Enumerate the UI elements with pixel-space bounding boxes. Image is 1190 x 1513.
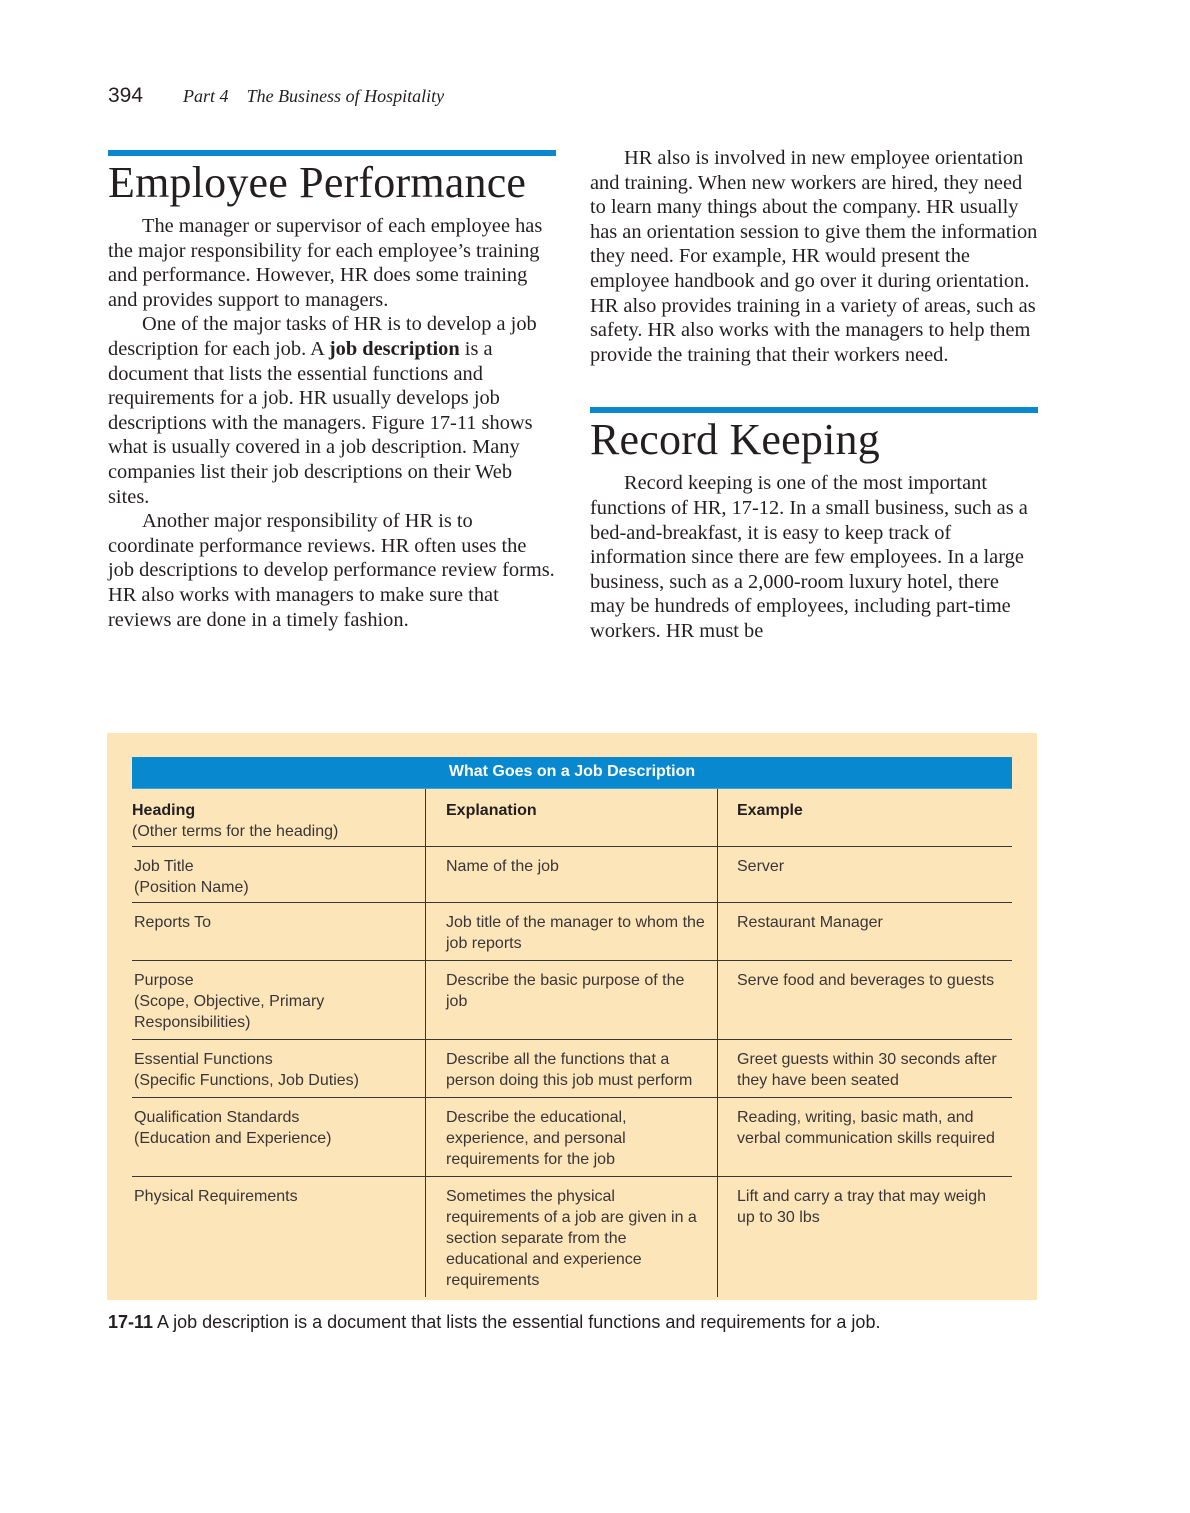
cell-heading [132, 1177, 425, 1297]
table-row [132, 1098, 1012, 1177]
cell-heading [132, 847, 425, 902]
table-row [132, 1177, 1012, 1297]
row-heading: Reports To [134, 914, 212, 931]
row-heading: Purpose [134, 972, 194, 989]
job-description-table [132, 757, 1012, 1297]
header-label: Example [737, 802, 803, 819]
paragraph-text: One of the major tasks of HR is to develop a job description for each job. A [108, 313, 537, 360]
row-heading-sub: (Position Name) [134, 879, 249, 896]
table-row [132, 1040, 1012, 1098]
paragraph: Record keeping is one of the most important functions of HR, 17-12. In a small business, such as a bed-and-breakfast, it is easy to keep track of information since there are few employees. In a large business, such as a 2,000-room luxury hotel, there may be hundreds of employees, including part-time workers. HR must be [590, 472, 1028, 642]
figure-17-11 [107, 733, 1037, 1300]
row-heading-sub: (Specific Functions, Job Duties) [134, 1072, 359, 1089]
table-row [132, 961, 1012, 1040]
left-column [108, 150, 556, 632]
header-sublabel: (Other terms for the heading) [132, 823, 339, 840]
cell-explanation: Sometimes the physical requirements of a job are given in a section separate from the educational and experience requirements [425, 1177, 717, 1297]
paragraph [108, 312, 556, 509]
cell-example: Restaurant Manager [717, 903, 1012, 960]
page-number: 394 [108, 84, 144, 107]
cell-example: Greet guests within 30 seconds after they have been seated [717, 1040, 1012, 1097]
header-cell-heading [132, 789, 425, 846]
header-label: Heading [132, 802, 196, 819]
table-row [132, 847, 1012, 903]
record-keeping-section [590, 407, 1038, 643]
figure-caption [108, 1312, 880, 1333]
row-heading: Job Title [134, 858, 194, 875]
header-cell-explanation [425, 789, 717, 846]
cell-explanation: Name of the job [425, 847, 717, 902]
paragraph: The manager or supervisor of each employee has the major responsibility for each employee’s training and performance. However, HR does some training and provides support to managers. [108, 215, 543, 311]
right-column [590, 146, 1038, 644]
section-rule [590, 407, 1038, 413]
row-heading: Essential Functions [134, 1051, 273, 1068]
cell-example: Lift and carry a tray that may weigh up to 30 lbs [717, 1177, 1012, 1297]
part-title: The Business of Hospitality [246, 86, 445, 106]
cell-heading [132, 961, 425, 1039]
table-row [132, 903, 1012, 961]
row-heading-sub: (Scope, Objective, Primary Responsibilities) [134, 993, 325, 1031]
caption-text: A job description is a document that lists the essential functions and requirements for a job. [153, 1312, 881, 1332]
table-header-row [132, 789, 1012, 847]
cell-explanation: Describe the educational, experience, and personal requirements for the job [425, 1098, 717, 1176]
row-heading-sub: (Education and Experience) [134, 1130, 332, 1147]
part-label: Part 4 [183, 86, 229, 106]
row-heading: Qualification Standards [134, 1109, 300, 1126]
paragraph: HR also is involved in new employee orientation and training. When new workers are hired, they need to learn many things about the company. HR usually has an orientation session to give them the information they need. For example, HR would present the employee handbook and go over it during orientation. HR also provides training in a variety of areas, such as safety. HR also works with the managers to help them provide the training that their workers need. [590, 147, 1038, 366]
key-term: job description [328, 337, 460, 360]
cell-heading [132, 1098, 425, 1176]
section-title-record-keeping: Record Keeping [590, 415, 880, 465]
section-title-employee-performance: Employee Performance [108, 158, 527, 207]
header-cell-example [717, 789, 1012, 846]
row-heading: Physical Requirements [134, 1188, 298, 1205]
figure-number: 17-11 [108, 1312, 154, 1332]
table-title-banner: What Goes on a Job Description [132, 757, 1012, 789]
cell-explanation: Describe all the functions that a person doing this job must perform [425, 1040, 717, 1097]
header-label: Explanation [446, 802, 537, 819]
cell-explanation: Job title of the manager to whom the job reports [425, 903, 717, 960]
section-rule [108, 150, 556, 156]
cell-heading [132, 903, 425, 960]
cell-explanation: Describe the basic purpose of the job [425, 961, 717, 1039]
cell-example: Reading, writing, basic math, and verbal communication skills required [717, 1098, 1012, 1176]
cell-heading [132, 1040, 425, 1097]
cell-example: Server [717, 847, 1012, 902]
cell-example: Serve food and beverages to guests [717, 961, 1012, 1039]
running-head [108, 84, 444, 114]
paragraph: Another major responsibility of HR is to coordinate performance reviews. HR often uses the job descriptions to develop performance review forms. HR also works with managers to make sure that reviews are done in a timely fashion. [108, 510, 555, 631]
paragraph-text: is a document that lists the essential functions and requirements for a job. HR usually develops job descriptions with the managers. Figure 17-11 shows what is usually covered in a job description. Many companies list their job descriptions on their Web sites. [108, 337, 533, 508]
